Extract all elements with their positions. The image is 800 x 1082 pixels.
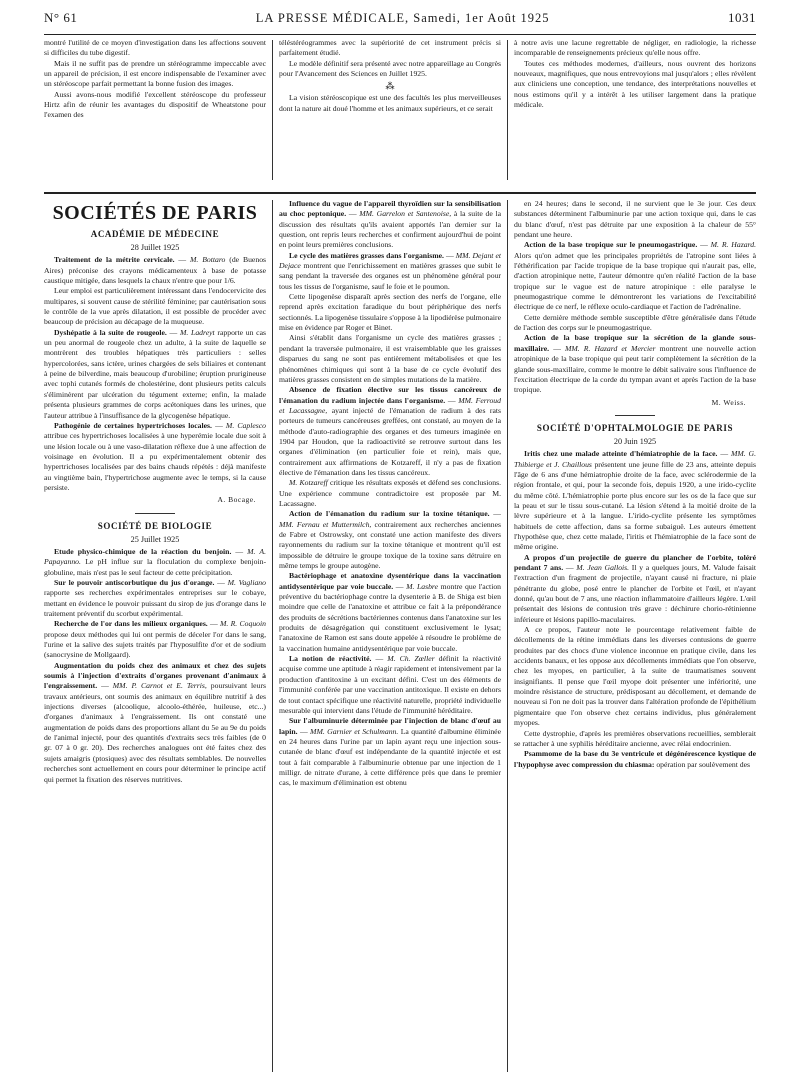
signature: M. Weiss. bbox=[711, 397, 746, 407]
report-heading: Traitement de la métrite cervicale. bbox=[54, 255, 175, 265]
author-names: MM. Garrelon et Santenoise, bbox=[359, 209, 452, 219]
main-heading: SOCIÉTÉS DE PARIS bbox=[52, 202, 258, 224]
report-text: Ainsi s'établit dans l'organisme un cycle des matières grasses ; pendant la traversée pulmonaire, il est vraisemblable que les graisses disparues du sang ne sont pas entièrement métabolisées et que les phénomènes chimiques qui sont à la base de ce cycle évolutif des matières grasses consistent en de simples mutations de la matière. bbox=[279, 333, 501, 384]
report-text: Cette lipogenèse disparaît après section des nerfs de l'organe, elle reprend après excitation faradique du bout périphérique des nerfs sectionnés. La lipogenèse tissulaire s'oppose à la lipodiérèse pulmonaire mise en évidence par Roger et Binet. bbox=[279, 292, 501, 333]
paragraph: montré l'utilité de ce moyen d'investigation dans les affections souvent si difficiles du tube digestif. bbox=[44, 38, 266, 58]
report-entry: Action de l'émanation du radium sur la toxine tétanique. — MM. Fernau et Muttermilch, contrairement aux recherches anciennes de Fabre et Ostrowsky, ont constaté une action manifeste des divers rayonnements du radium sur la toxine tétanique et montrent qu'il est impossible de détruire le groupe toxique de la toxine sans détruire en même temps le groupe autogène. bbox=[279, 509, 501, 571]
separator bbox=[615, 415, 655, 416]
report-entry: Sur l'albuminurie déterminée par l'injection de blanc d'œuf au lapin. — MM. Garnier et Schulmann. La quantité d'albumine éliminée en 24 heures dans l'urine par un lapin ayant reçu une injection sous-cutanée de blanc d'œuf est indépendante de la quantité injectée et est tout à fait comparable à l'albuminurie obtenue par une injection de 1 milligr. de nitrate d'urane, à cette différence près que dans le premier cas, le maximum d'élimination est obtenu bbox=[279, 716, 501, 788]
report-heading: Sur l'albuminurie déterminée par l'injection de blanc d'œuf au lapin. bbox=[279, 716, 501, 736]
report-text: critique les résultats exposés et défend ses conclusions. Une expérience commune contradictoire est proposée par M. Lacassagne. bbox=[279, 478, 501, 508]
section-rule bbox=[44, 192, 756, 194]
report-heading: Etude physico-chimique de la réaction du benjoin. bbox=[54, 546, 232, 556]
report-entry: Pathogénie de certaines hypertrichoses locales. — M. Caplesco attribue ces hypertrichoses localisées à une hyperémie locale due soit à une lésion locale ou à une vaso-dilatation réflexe due à une affection de voisinage en évolution. Il a pu expérimentalement obtenir des hypertrichoses localisées par des bains chauds répétés : déjà manifeste au vingtième bain, l'hypertrichose augmente avec le temps, si la cause persiste. bbox=[44, 420, 266, 492]
report-heading: A propos d'un projectile de guerre du plancher de l'orbite, toléré pendant 7 ans. bbox=[514, 552, 756, 572]
report-entry bbox=[514, 749, 756, 770]
report-text: définit la réactivité acquise comme une aptitude à réagir rapidement et intensivement par la production d'antitoxine à un excitant défini. C'est un des éléments de l'immunité conférée par une vaccination antitoxique. Il existe en dehors de tout contact spécifique une réactivité naturelle, propriété individuelle mesurable qui intervient dans l'étude de l'immunité héréditaire. bbox=[279, 654, 501, 715]
report-text: ayant injecté de l'émanation de radium à des rats porteurs de tumeurs cancéreuses greffées, ont constaté, au moyen de la méthode d'auto-radiographie des organes et des tumeurs imaginée en 1904 par Houdon, que la radioactivité se retrouve surtout dans les organes d'élimination (en particulier foie et rein), mais que, contrairement aux affirmations de Kotzareff, il n'y a pas de fixation élective de l'émanation dans les tissus cancéreux. bbox=[279, 405, 501, 477]
column-divider bbox=[272, 40, 273, 180]
paragraph: Toutes ces méthodes modernes, d'ailleurs, nous ouvrent des horizons nouveaux, magnifiques, que nous entrevoyions mal jusqu'alors ; elles révèlent aux cliniciens une conception, une tendance, des interprétations nouvelles et nous estimons qu'il y a intérêt à les utiliser largement dans la pratique médicale. bbox=[514, 58, 756, 110]
paragraph bbox=[279, 333, 501, 385]
paragraph bbox=[514, 625, 756, 728]
report-list bbox=[44, 547, 266, 785]
author-names: M. Vagliano bbox=[227, 577, 266, 587]
column-divider bbox=[507, 40, 508, 180]
report-entry: Iritis chez une malade atteinte d'hémiatrophie de la face. — MM. G. Thibierge et J. Chaillous présentent une jeune fille de 23 ans, atteinte depuis l'âge de 6 ans d'une hémiatrophie droite de la face, avec sclérodermie de la région frontale, et qui, pour la seconde fois, depuis 1920, a une irido-cyclite du même côté. L'hémiatrophie porte plus encore sur les os de la face que sur la peau et sur le tissu sous-cutané. La lésion s'étend à la moitié droite de la lèvre supérieure et à la langue. L'irido-cyclite présente les symptômes habituels de cette affection, dans sa forme subaiguë. Les auteurs émettent l'hypothèse que, chez cette malade, l'iritis et l'hémiatrophie de la face sont de même origine. bbox=[514, 449, 756, 552]
author-names: MM. Dejant et Dejace bbox=[279, 250, 501, 271]
society-heading: SOCIÉTÉ D'OPHTALMOLOGIE DE PARIS bbox=[536, 422, 734, 433]
author-names: M. Jean Gallois. bbox=[576, 563, 630, 572]
report-text: à la suite de la discussion des résultats qu'ils avaient apportés l'an dernier sur la question, ont repris leurs recherches et confirment aujourd'hui de point en point leurs premières conclusions. bbox=[279, 209, 501, 250]
report-text: rapporte un cas un peu anormal de rougeole chez un adulte, à la suite de laquelle se montrèrent des troubles hépatiques très particuliers : selles hypercolorées, sans ictère, urines chargées de sels biliaires et contenant à peine de bilverdine, mais beaucoup d'urobiline; éruption prurigineuse avec tophi cutanés formés de cholestérine, dont plusieurs petits calculs s'éliminèrent par ulcération du tégument externe; enfin, la malade présenta plusieurs grammes de corps acétoniques dans les urines, que l'auteur attribue à l'insuffisance de la glycogenèse hépatique. bbox=[44, 327, 266, 420]
report-entry: Action de la base tropique sur la sécrétion de la glande sous-maxillaire. — MM. R. Hazard et Mercier montrent une nouvelle action atropinique de la base tropique qui peut tarir complètement la sécrétion de la glande sous-maxillaire, comme le montre le débit salivaire sous l'influence de l'excitation électrique de la corde du tympan avant et après l'action de la base tropique. bbox=[514, 333, 756, 395]
report-heading: Absence de fixation élective sur les tissus cancéreux de l'émanation du radium injectée dans l'organisme. bbox=[279, 385, 501, 405]
report-heading: Sur le pouvoir antiscorbutique du jus d'orange. bbox=[54, 577, 215, 587]
page-header bbox=[44, 10, 756, 34]
report-text: Cette dystrophie, d'après les premières observations recueillies, semblerait se rattacher à une syphilis héréditaire ancienne, avec rélai endocrinien. bbox=[514, 728, 756, 748]
top-column-1 bbox=[44, 38, 266, 188]
author-names: M. A. Papayanno. bbox=[44, 546, 266, 567]
report-text: montre que l'action préventive du bactériophage contre la dysenterie à B. de Shiga est bien moindre que celle de l'anatoxine et attribue ce fait à la prépondérance des produits de sécrétions bactériennes contenus dans l'anatoxine sur les produits de désagrégation qui constituent exclusivement le lysat; l'anatoxine de Ramon est sans doute appelée à résoudre le problème de la vaccination humaine antidysentérique par voie buccale. bbox=[279, 581, 501, 653]
author-names: M. Bottaro bbox=[190, 255, 226, 265]
report-text: Leur emploi est particulièrement intéressant dans l'endocervicite des multipares, si souvent cause de stérilité féminine; par cautérisation sous le contrôle de la vue après dilatation, il est possible de procéder avec beaucoup de précision au décapage de la muqueuse. bbox=[44, 286, 266, 327]
report-text: attribue ces hypertrichoses localisées à une hyperémie locale due soit à une lésion locale ou à une vaso-dilatation réflexe due à une affection de voisinage en évolution. Il a pu expérimentalement obtenir des hypertrichoses localisées par des bains chauds répétés : déjà manifeste au vingtième bain, l'hypertrichose augmente avec le temps, si la cause persiste. bbox=[44, 431, 266, 492]
report-entry: Le cycle des matières grasses dans l'organisme. — MM. Dejant et Dejace montrent que l'enrichissement en matières grasses que subit le sang pendant la traversée des organes est un phénomène général pour tous les tissus de l'organisme, sauf le foie et le poumon. bbox=[279, 250, 501, 291]
report-heading: Influence du vague de l'appareil thyroïdien sur la sensibilisation au choc peptonique. bbox=[279, 199, 501, 219]
author-names: MM. R. Hazard et Mercier bbox=[564, 343, 656, 353]
session-date: 20 Juin 1925 bbox=[613, 436, 657, 446]
journal-title: LA PRESSE MÉDICALE, Samedi, 1er Août 1925 bbox=[255, 11, 550, 25]
society-heading: SOCIÉTÉ DE BIOLOGIE bbox=[97, 520, 213, 531]
author-names: M. Lasbre bbox=[406, 581, 439, 591]
report-text: opération par soulèvement des bbox=[656, 759, 751, 769]
report-heading: Psammome de la base du 3e ventricule et dégénérescence kystique de l'hypophyse avec compression du chiasma: bbox=[514, 749, 756, 769]
report-entry: Augmentation du poids chez des animaux et chez des sujets soumis à l'injection d'extraits d'organes provenant d'animaux à l'engraissement. — MM. P. Carnot et E. Terris, poursuivant leurs travaux antérieurs, ont soumis des animaux en équilibre nutritif à des injections diverses (alcoolique, alcoolo-éthérée, huileuse, etc...) d'organes d'animaux à l'engraissement. Ils ont constaté une augmentation de poids dans des proportions allant du 5e au 9e du poids de l'animal injecté, pour des quantités d'extraits secs très faibles (de 0 gr. 07 à 0 gr. 20). Des recherches analogues ont été faites chez des sujets amaigris (ptosiques) avec des résultats semblables. De nouvelles recherches sont actuellement en cours pour déterminer le principe actif qui permet la fixation des réserves nutritives. bbox=[44, 660, 266, 784]
author-names: M. Ch. Zœller bbox=[387, 654, 435, 664]
report-text: rapporte ses recherches expérimentales entreprises sur le cobaye, mettant en évidence le pouvoir puissant du sirop de jus d'orange dans le traitement préventif du scorbut expérimental. bbox=[44, 588, 266, 618]
report-heading: Action de l'émanation du radium sur la toxine tétanique. bbox=[289, 509, 490, 519]
report-list bbox=[44, 255, 266, 493]
author-names: M. R. Hazard. bbox=[710, 240, 756, 250]
section-dinkus: ⁂ bbox=[385, 81, 395, 92]
report-entry: Action de la base tropique sur le pneumogastrique. — M. R. Hazard. Alors qu'on admet que les principales propriétés de l'atropine sont liées à l'éthérification par l'acide tropique de la base tropique qui n'aurait pas, elle, d'action atropinique nette, l'auteur démontre qu'en réalité l'action de la base tropique sur le vague est de nature atropinique : elle paralyse le pneumogastrique comme le démontreront les variations de l'excitabilité électrique de ce nerf, le réflexe oculo-cardiaque et l'action de l'adrénaline. bbox=[514, 240, 756, 312]
report-entry: Influence du vague de l'appareil thyroïdien sur la sensibilisation au choc peptonique. — MM. Garrelon et Santenoise, à la suite de la discussion des résultats qu'ils avaient apportés l'an dernier sur la question, ont repris leurs recherches et confirment aujourd'hui de point en point leurs premières conclusions. bbox=[279, 199, 501, 250]
report-text: montrent une nouvelle action atropinique de la base tropique qui peut tarir complètement la sécrétion de la glande sous-maxillaire, comme le montre le débit salivaire sous l'influence de l'excitation électrique de la corde du tympan avant et après l'action de la base tropique. bbox=[514, 343, 756, 395]
author-names: MM. P. Carnot et E. Terris, bbox=[112, 681, 207, 691]
report-heading: Action de la base tropique sur le pneumogastrique. bbox=[524, 240, 698, 250]
report-entry: Dyshépatie à la suite de rougeole. — M. Ladreyt rapporte un cas un peu anormal de rougeole chez un adulte, à la suite de laquelle se montrèrent des troubles hépatiques très particuliers : selles hypercolorées, sans ictère, urines chargées de sels biliaires et contenant à peine de bilverdine, mais beaucoup d'urobiline; éruption prurigineuse avec tophi cutanés formés de cholestérine, dont plusieurs petits calculs s'éliminèrent par ulcération du tégument externe; enfin, la malade présenta plusieurs grammes de corps acétoniques dans les urines, que l'auteur attribue à l'insuffisance de la glycogenèse hépatique. bbox=[44, 327, 266, 420]
report-heading: Dyshépatie à la suite de rougeole. bbox=[54, 327, 167, 337]
report-entry: Etude physico-chimique de la réaction du benjoin. — M. A. Papayanno. Le pH influe sur la floculation du complexe benjoin-globuline, mais n'est pas le seul facteur de cette précipitation. bbox=[44, 546, 266, 577]
session-date: 25 Juillet 1925 bbox=[130, 534, 180, 544]
paragraph bbox=[279, 478, 501, 509]
society-heading: ACADÉMIE DE MÉDECINE bbox=[90, 229, 220, 239]
report-text: en 24 heures; dans le second, il ne survient que le 3e jour. Ces deux substances déterminent l'albuminurie par une action toxique qui, dans le cas du blanc d'œuf, n'est pas détruite par une exposition à la chaleur de 55° pendant une heure. bbox=[514, 199, 756, 240]
report-text: A ce propos, l'auteur note le pourcentage relativement faible de décollements de la rétine immédiats dans les diverses contusions de guerre produites par des chocs d'une violence inconnue en pratique civile, dans les accidents banaux, et les oppose aux décollements immédiats que l'on observe, chez les myopes, en particulier, à la suite de traumatismes souvent insignifiants. Il pense que l'œil myope doit présenter une infériorité, une moindre résistance de structure, prédisposant au décollement, et demande de nouveau si l'on ne doit pas la trouver dans l'altération profonde de l'épithélium pigmentaire que l'on observe chez certains individus, plus généralement myopes. bbox=[514, 625, 756, 728]
report-list bbox=[514, 199, 756, 396]
report-text: montrent que l'enrichissement en matières grasses que subit le sang pendant la traversée des organes est un phénomène général pour tous les tissus de l'organisme, sauf le foie et le poumon. bbox=[279, 261, 501, 291]
signature: A. Bocage. bbox=[217, 495, 256, 505]
report-text: poursuivant leurs travaux antérieurs, ont soumis des animaux en équilibre nutritif à des injections diverses (alcoolique, alcoolo-éthérée, huileuse, etc...) d'organes d'animaux à l'engraissement. Ils ont constaté une augmentation de poids dans des proportions allant du 5e au 9e du poids de l'animal injecté, pour des quantités d'extraits secs très faibles (de 0 gr. 07 à 0 gr. 20). Des recherches analogues ont été faites chez des sujets amaigris (ptosiques) avec des résultats semblables. De nouvelles recherches sont actuellement en cours pour déterminer le principe actif qui permet la fixation des réserves nutritives. bbox=[44, 681, 266, 784]
report-text: propose deux méthodes qui lui ont permis de déceler l'or dans le sang, l'urine et la salive des sujets traités par l'hyposulfite d'or et de sodium (sanocrysine de Mollgaard). bbox=[44, 629, 266, 660]
paragraph bbox=[514, 313, 756, 334]
author-names: M. Ladreyt bbox=[179, 327, 215, 337]
paragraph bbox=[514, 199, 756, 240]
paragraph bbox=[279, 292, 501, 333]
column-1 bbox=[44, 199, 266, 1075]
report-text: La quantité d'albumine éliminée en 24 heures dans l'urine par un lapin ayant reçu une injection sous-cutanée de blanc d'œuf est indépendante de la quantité injectée et est tout à fait comparable à l'albuminurie obtenue par une injection de 1 milligr. de nitrate d'urane, à cette différence près que dans le premier cas, le maximum d'élimination est obtenu bbox=[279, 726, 501, 788]
report-heading: Augmentation du poids chez des animaux et chez des sujets soumis à l'injection d'extraits d'organes provenant d'animaux à l'engraissement. bbox=[44, 660, 266, 691]
report-entry: Recherche de l'or dans les milieux organiques. — M. R. Coquoin propose deux méthodes qui lui ont permis de déceler l'or dans le sang, l'urine et la salive des sujets traités par l'hyposulfite d'or et de sodium (sanocrysine de Mollgaard). bbox=[44, 619, 266, 660]
author-names: M. Kotzareff bbox=[289, 478, 328, 488]
page-number: 1031 bbox=[728, 10, 756, 25]
paragraph: Aussi avons-nous modifié l'excellent stéréoscope du professeur Hirtz afin de réunir les avantages du dispositif de Wheatstone pour l'examen des bbox=[44, 89, 266, 120]
author-names: M. R. Coquoin bbox=[220, 619, 266, 629]
report-entry: Sur le pouvoir antiscorbutique du jus d'orange. — M. Vagliano rapporte ses recherches expérimentales entreprises sur le cobaye, mettant en évidence le pouvoir puissant du sirop de jus d'orange dans le traitement préventif du scorbut expérimental. bbox=[44, 577, 266, 618]
paragraph bbox=[44, 286, 266, 327]
report-heading: Pathogénie de certaines hypertrichoses locales. bbox=[54, 420, 212, 430]
column-divider bbox=[272, 200, 273, 1072]
author-names: MM. Garnier et Schulmann. bbox=[310, 726, 399, 736]
paragraph: Le modèle définitif sera présenté avec notre appareillage au Congrès pour l'Avancement des Sciences en Juillet 1925. bbox=[279, 58, 501, 79]
header-rule bbox=[44, 34, 756, 35]
report-text: Il y a quelques jours, M. Valude faisait l'extraction d'un fragment de projectile, n'ayant causé ni fracture, ni plaie pénétrante du globe, posé entre le plancher de l'orbite et l'œil, et n'ayant donné, qu'au bout de 7 ans, une réaction inflammatoire d'ailleurs légère. L'œil présentait des lésions de contusion très grave : déchirure chorio-rétinienne inférieure et lésions papillo-maculaires. bbox=[514, 563, 756, 624]
report-entry: La notion de réactivité. — M. Ch. Zœller définit la réactivité acquise comme une aptitude à réagir rapidement et intensivement par la production d'antitoxine à un excitant défini. C'est un des éléments de l'immunité conférée par une vaccination antitoxique. Il existe en dehors de tout contact spécifique une réactivité naturelle, propriété individuelle mesurable qui intervient dans l'étude de l'immunité héréditaire. bbox=[279, 654, 501, 715]
issue-number: N° 61 bbox=[44, 10, 78, 25]
report-entry: Bactériophage et anatoxine dysentérique dans la vaccination antidysentérique par voie buccale. — M. Lasbre montre que l'action préventive du bactériophage contre la dysenterie à B. de Shiga est bien moindre que celle de l'anatoxine et attribue ce fait à la prépondérance des produits de sécrétions bactériennes contenus dans l'anatoxine sur les produits de désagrégation qui constituent exclusivement le lysat; l'anatoxine de Ramon est sans doute appelée à résoudre le problème de la vaccination humaine antidysentérique par voie buccale. bbox=[279, 571, 501, 653]
paragraph: téléstéréogrammes avec la supériorité de cet instrument précis si parfaitement étudié. bbox=[279, 38, 501, 58]
report-heading: Recherche de l'or dans les milieux organiques. bbox=[54, 619, 208, 629]
author-names: MM. Fernau et Muttermilch, bbox=[279, 519, 372, 529]
report-list bbox=[279, 199, 501, 789]
author-names: M. Caplesco bbox=[225, 420, 266, 430]
column-divider bbox=[507, 200, 508, 1072]
report-entry: Absence de fixation élective sur les tissus cancéreux de l'émanation du radium injectée dans l'organisme. — MM. Ferroud et Lacassagne, ayant injecté de l'émanation de radium à des rats porteurs de tumeurs cancéreuses greffées, ont constaté, au moyen de la méthode d'auto-radiographie des organes et des tumeurs imaginée en 1904 par Houdon, que la radioactivité se retrouve surtout dans les organes d'élimination (en particulier foie et rein), mais que, contrairement aux affirmations de Kotzareff, il n'y a pas de fixation élective de l'émanation dans les tissus cancéreux. bbox=[279, 385, 501, 477]
separator bbox=[135, 513, 175, 514]
author-names: MM. G. Thibierge et J. Chaillous bbox=[514, 449, 756, 469]
paragraph: à notre avis une lacune regrettable de négliger, en radiologie, la richesse incomparable de renseignements précieux qu'elle nous offre. bbox=[514, 38, 756, 58]
column-3 bbox=[514, 199, 756, 1075]
report-list bbox=[514, 449, 756, 770]
report-text: Le pH influe sur la floculation du complexe benjoin-globuline, mais n'est pas le seul facteur de cette précipitation. bbox=[44, 557, 266, 577]
report-heading: Bactériophage et anatoxine dysentérique dans la vaccination antidysentérique par voie buccale. bbox=[279, 571, 501, 591]
session-date: 28 Juillet 1925 bbox=[130, 243, 180, 252]
report-text: contrairement aux recherches anciennes de Fabre et Ostrowsky, ont constaté une action manifeste des divers rayonnements du radium sur la toxine tétanique et montrent qu'il est impossible de détruire le groupe toxique de la toxine sans détruire en même temps le groupe autogène. bbox=[279, 519, 501, 571]
report-entry: A propos d'un projectile de guerre du plancher de l'orbite, toléré pendant 7 ans. — M. Jean Gallois. Il y a quelques jours, M. Valude faisait l'extraction d'un fragment de projectile, n'ayant causé ni fracture, ni plaie pénétrante du globe, posé entre le plancher de l'orbite et l'œil, et n'ayant donné, qu'au bout de 7 ans, une réaction inflammatoire d'ailleurs légère. L'œil présentait des lésions de contusion très grave : déchirure chorio-rétinienne inférieure et lésions papillo-maculaires. bbox=[514, 552, 756, 624]
report-heading: Action de la base tropique sur la sécrétion de la glande sous-maxillaire. bbox=[514, 333, 756, 353]
paragraph: La vision stéréoscopique est une des facultés les plus merveilleuses dont la nature ait doué l'homme et les animaux supérieurs, et ce serait bbox=[279, 93, 501, 113]
top-column-3 bbox=[514, 38, 756, 188]
paragraph bbox=[514, 729, 756, 750]
report-text: Cette dernière méthode semble susceptible d'être généralisée dans l'étude de l'action des corps sur le pneumogastrique. bbox=[514, 312, 756, 333]
report-heading: Iritis chez une malade atteinte d'hémiatrophie de la face. bbox=[524, 449, 718, 459]
report-text: Alors qu'on admet que les principales propriétés de l'atropine sont liées à l'éthérification par l'acide tropique de la base tropique qui n'aurait pas, elle, d'action atropinique nette, l'auteur démontre qu'en réalité l'action de la base tropique sur le vague est de nature atropinique : elle paralyse le pneumogastrique comme le démontreront les variations de l'excitabilité électrique de ce nerf, le réflexe oculo-cardiaque et l'action de l'adrénaline. bbox=[514, 250, 756, 312]
paragraph: Mais il ne suffit pas de prendre un stéréogramme impeccable avec un appareil de précision, il est encore indispensable de l'examiner avec un stéréoscope parfait permettant la bonne fusion des images. bbox=[44, 58, 266, 89]
report-text: présentent une jeune fille de 23 ans, atteinte depuis l'âge de 6 ans d'une hémiatrophie droite de la face, avec sclérodermie de la région frontale, et qui, pour la seconde fois, depuis 1920, a une irido-cyclite du même côté. L'hémiatrophie porte plus encore sur les os de la face que sur la peau et sur le tissu sous-cutané. La lésion s'étend à la moitié droite de la lèvre supérieure et à la langue. L'irido-cyclite présente les symptômes habituels de cette affection, dans sa forme subaiguë. Les auteurs émettent l'hypothèse que, chez cette malade, l'iritis et l'hémiatrophie de la face sont de même origine. bbox=[514, 459, 756, 552]
author-names: MM. Ferroud et Lacassagne, bbox=[279, 395, 501, 415]
report-entry: Traitement de la métrite cervicale. — M. Bottaro (de Buenos Aires) préconise des crayons médicamenteux à base de potasse caustique mitigée, dans lesquels la chaux n'entre que pour 1/6. bbox=[44, 255, 266, 286]
report-heading: Le cycle des matières grasses dans l'organisme. bbox=[289, 250, 444, 260]
report-heading: La notion de réactivité. bbox=[289, 654, 372, 664]
top-column-2 bbox=[279, 38, 501, 188]
column-2 bbox=[279, 199, 501, 1075]
report-text: (de Buenos Aires) préconise des crayons médicamenteux à base de potasse caustique mitigée, dans lesquels la chaux n'entre que pour 1/6. bbox=[44, 255, 266, 286]
